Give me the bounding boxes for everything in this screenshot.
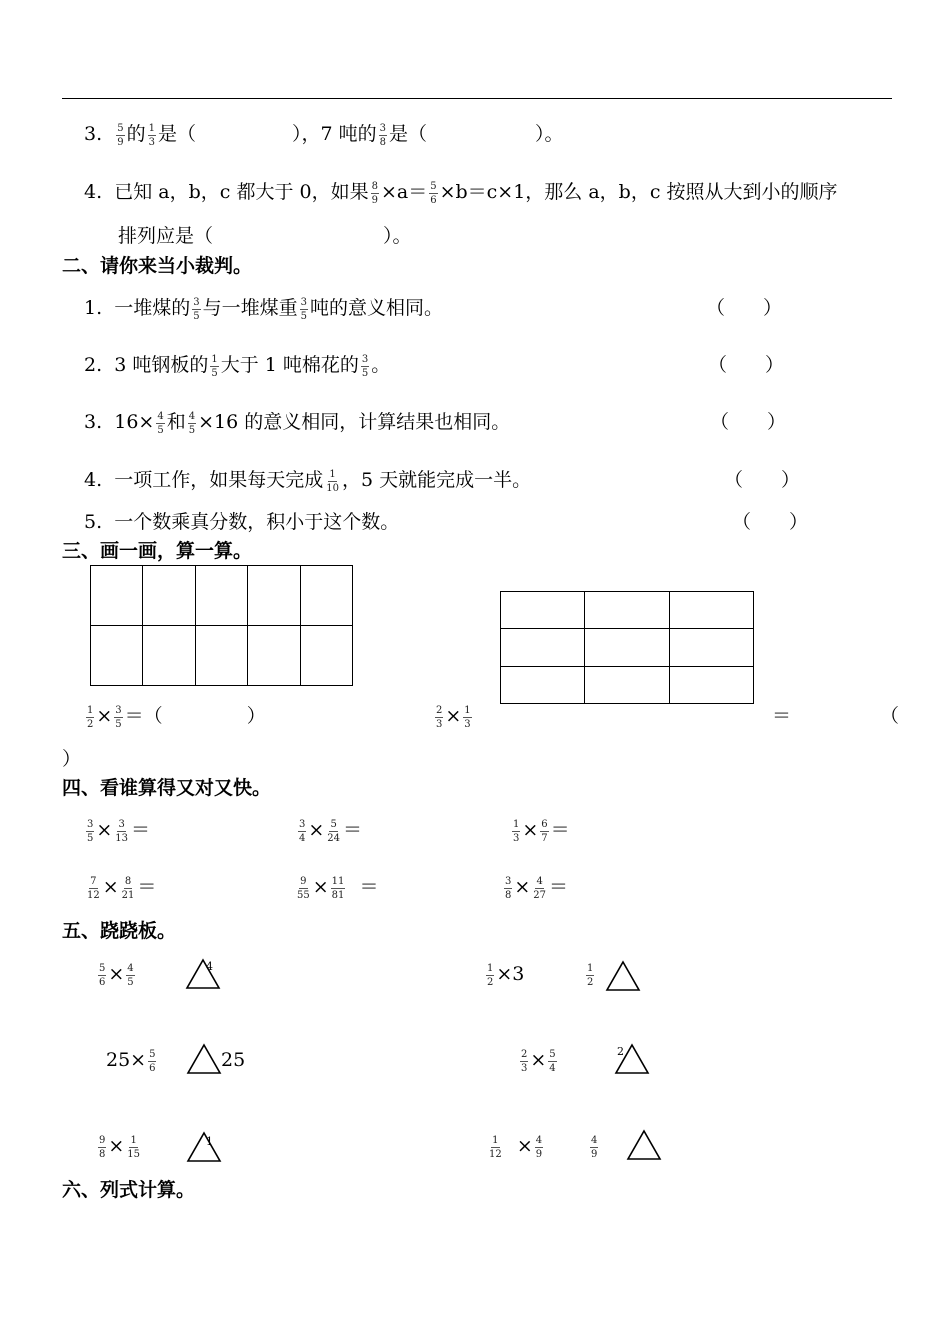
header-rule	[62, 98, 892, 99]
judge-item-4: 4. 一项工作，如果每天完成 $\frac{1}{10}$ ，5 天就能完成一半。	[84, 468, 532, 494]
section-5-title: 五、跷跷板。	[62, 920, 177, 942]
seesaw-right: 4	[206, 960, 213, 973]
fraction: $\frac{1}{3}$	[148, 122, 155, 148]
seesaw-left: $\frac{1}{12}$ × $\frac{4}{9}$	[489, 1134, 543, 1160]
calc-item: $\frac{1}{3}$ × $\frac{6}{7}$ ＝	[513, 818, 570, 844]
seesaw-left: 25× $\frac{5}{6}$	[106, 1048, 156, 1074]
judge-item-2: 2. 3 吨钢板的 $\frac{1}{5}$ 大于 1 吨棉花的 $\frac{3}{5}$ 。	[84, 353, 391, 379]
fraction: $\frac{1}{3}$	[464, 704, 471, 730]
fraction: $\frac{1}{5}$	[211, 353, 218, 379]
section-6-title: 六、列式计算。	[62, 1179, 196, 1201]
seesaw-right: 2	[617, 1045, 624, 1058]
grid-2x5[interactable]	[90, 565, 353, 686]
seesaw-left: $\frac{9}{8}$ × $\frac{1}{15}$	[99, 1134, 141, 1160]
seesaw-right: $\frac{4}{9}$	[591, 1134, 598, 1160]
fraction: $\frac{3}{5}$	[300, 296, 308, 322]
draw-expr-1: $\frac{1}{2}$ × $\frac{3}{5}$ ＝（ ）	[87, 704, 266, 730]
question-1-4-cont: 排列应是（ ）。	[118, 225, 412, 247]
triangle-icon[interactable]	[626, 1129, 662, 1161]
section-2-title: 二、请你来当小裁判。	[62, 255, 253, 277]
fraction: $\frac{2}{3}$	[436, 704, 443, 730]
calc-item: $\frac{7}{12}$ × $\frac{8}{21}$ ＝	[87, 875, 157, 901]
fraction: $\frac{3}{5}$	[115, 704, 122, 730]
fraction: $\frac{4}{5}$	[157, 410, 164, 436]
seesaw-right: 25	[221, 1049, 246, 1071]
fraction: $\frac{3}{8}$	[379, 122, 387, 148]
triangle-icon[interactable]	[605, 960, 641, 992]
judge-answer-3[interactable]: （ ）	[710, 411, 787, 433]
fraction: $\frac{4}{5}$	[188, 410, 196, 436]
draw-expr-2-close: ）	[62, 748, 82, 770]
judge-answer-2[interactable]: （ ）	[708, 354, 785, 376]
calc-item: $\frac{9}{55}$ × $\frac{11}{81}$ ＝	[297, 875, 379, 901]
fraction: $\frac{3}{5}$	[361, 353, 369, 379]
judge-item-1: 1. 一堆煤的 $\frac{3}{5}$ 与一堆煤重 $\frac{3}{5}$ 吨的意义相同。	[84, 296, 444, 322]
section-3-title: 三、画一画，算一算。	[62, 540, 253, 562]
judge-answer-4[interactable]: （ ）	[724, 469, 801, 491]
fraction: $\frac{8}{9}$	[371, 180, 378, 206]
draw-expr-2-open: （	[880, 705, 900, 727]
calc-item: $\frac{3}{5}$ × $\frac{3}{13}$ ＝	[87, 818, 151, 844]
calc-item: $\frac{3}{4}$ × $\frac{5}{24}$ ＝	[299, 818, 363, 844]
fraction: $\frac{5}{9}$	[117, 122, 124, 148]
seesaw-right: 1	[206, 1135, 213, 1148]
triangle-icon[interactable]	[185, 958, 221, 990]
seesaw-right: $\frac{1}{2}$	[587, 962, 594, 988]
fraction: $\frac{5}{6}$	[430, 180, 437, 206]
draw-expr-2: $\frac{2}{3}$ × $\frac{1}{3}$	[436, 704, 471, 730]
triangle-icon[interactable]	[186, 1131, 222, 1163]
seesaw-left: $\frac{1}{2}$ ×3	[487, 962, 525, 988]
calc-item: $\frac{3}{8}$ × $\frac{4}{27}$ ＝	[505, 875, 569, 901]
judge-item-3: 3. 16× $\frac{4}{5}$ 和 $\frac{4}{5}$ ×16 的意义相同，计算结果也相同。	[84, 410, 511, 436]
seesaw-left: $\frac{5}{6}$ × $\frac{4}{5}$	[99, 962, 134, 988]
seesaw-left: $\frac{2}{3}$ × $\frac{5}{4}$	[521, 1048, 556, 1074]
section-4-title: 四、看谁算得又对又快。	[62, 777, 272, 799]
question-1-4: 4. 已知 a，b，c 都大于 0，如果 $\frac{8}{9}$ ×a＝ $\frac{5}{6}$ ×b＝c×1，那么 a，b，c 按照从大到小的顺序	[84, 180, 838, 206]
draw-expr-2-equals: ＝	[772, 705, 792, 727]
judge-answer-1[interactable]: （ ）	[706, 297, 783, 319]
fraction: $\frac{3}{5}$	[193, 296, 200, 322]
judge-item-5: 5. 一个数乘真分数，积小于这个数。	[84, 511, 400, 533]
grid-3x3[interactable]	[500, 591, 754, 704]
fraction: $\frac{1}{10}$	[326, 468, 339, 494]
triangle-icon[interactable]	[186, 1043, 222, 1075]
judge-answer-5[interactable]: （ ）	[732, 511, 809, 533]
fraction: $\frac{1}{2}$	[87, 704, 94, 730]
question-1-3: 3. $\frac{5}{9}$ 的 $\frac{1}{3}$ 是（ ），7 吨的 $\frac{3}{8}$ 是（ ）。	[84, 122, 564, 148]
